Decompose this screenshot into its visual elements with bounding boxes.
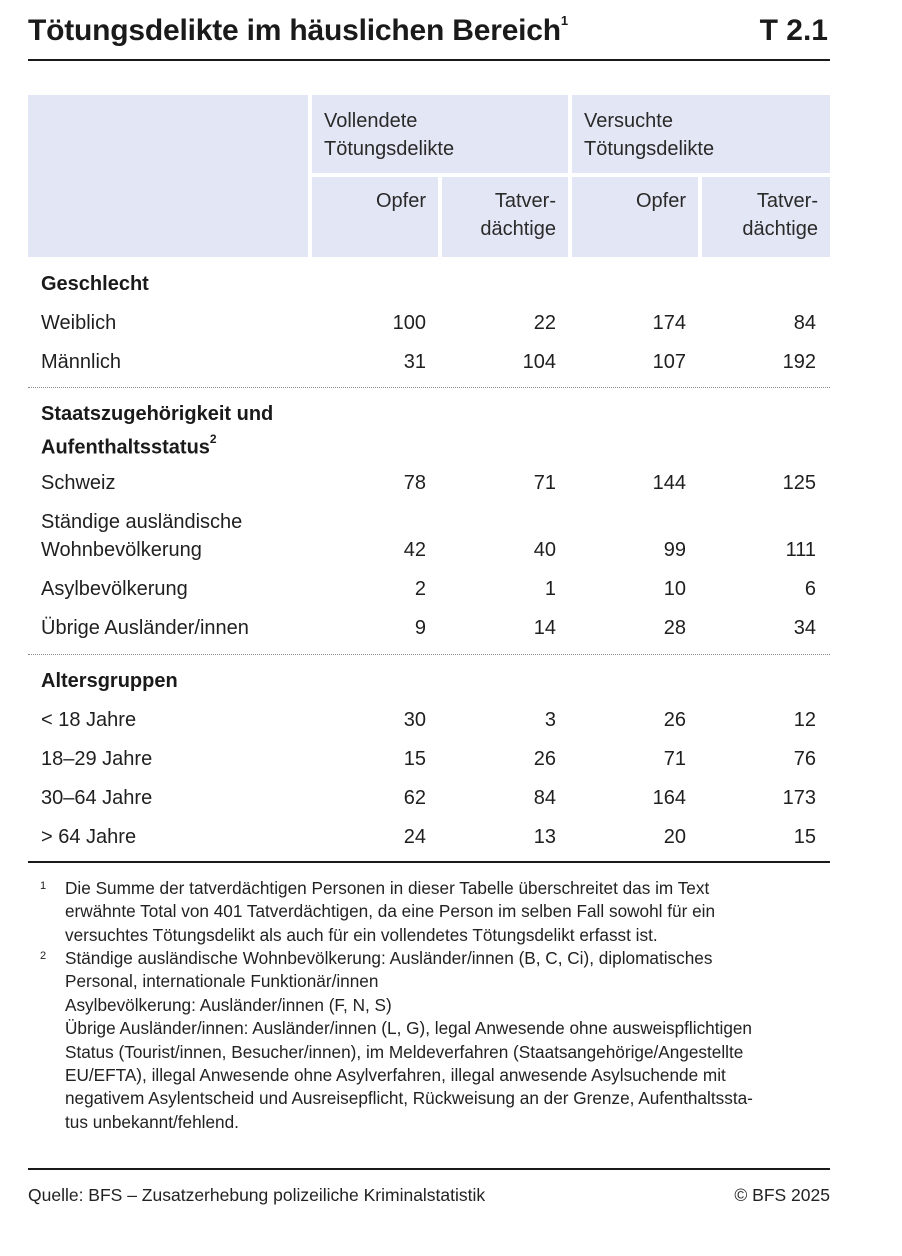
header-tatver-line1: Tatver- (494, 190, 556, 212)
footnote-line: versuchtes Tötungsdelikt als auch für ein vollendetes Tötungsdelikt erfasst ist. (65, 924, 658, 945)
cell-versuchte-opfer: 107 (652, 351, 686, 373)
row-label: Männlich (41, 351, 122, 373)
cell-vollendete-opfer: 31 (403, 351, 426, 373)
cell-versuchte-opfer: 71 (663, 748, 686, 770)
cell-vollendete-tatverdaechtige: 71 (533, 472, 556, 494)
cell-vollendete-opfer: 15 (403, 748, 426, 770)
cell-vollendete-tatverdaechtige: 22 (533, 312, 556, 334)
cell-versuchte-tatverdaechtige: 192 (782, 351, 816, 373)
cell-vollendete-tatverdaechtige: 40 (533, 539, 556, 561)
footnote-line: Die Summe der tatverdächtigen Personen in dieser Tabelle überschreitet das im Text (65, 878, 710, 898)
header-versuchte-opfer (572, 177, 698, 257)
cell-versuchte-tatverdaechtige: 111 (785, 539, 816, 561)
header-vollendete-opfer (312, 177, 438, 257)
cell-versuchte-opfer: 99 (663, 539, 686, 561)
cell-versuchte-opfer: 28 (663, 617, 686, 639)
cell-versuchte-tatverdaechtige: 84 (793, 312, 816, 334)
footnote-line: Ständige ausländische Wohnbevölkerung: Ausländer/innen (B, C, Ci), diplomatisches (65, 948, 713, 968)
row-label: 30–64 Jahre (41, 787, 153, 809)
header-tatver-line2: dächtige (742, 218, 818, 240)
row-label: > 64 Jahre (41, 826, 137, 848)
source-text: Quelle: BFS – Zusatzerhebung polizeiliche Kriminalstatistik (28, 1185, 486, 1205)
header-group-versuchte-line2: Tötungsdelikte (584, 138, 715, 160)
footnote-line: Personal, internationale Funktionär/innen (65, 971, 379, 992)
cell-vollendete-opfer: 9 (414, 617, 426, 639)
cell-vollendete-tatverdaechtige: 1 (544, 578, 556, 600)
cell-versuchte-tatverdaechtige: 125 (782, 472, 816, 494)
header-group-versuchte-line1: Versuchte (584, 110, 673, 132)
top-rule (28, 59, 830, 61)
header-stub-cell (28, 95, 308, 257)
cell-vollendete-tatverdaechtige: 3 (544, 709, 556, 731)
row-label: < 18 Jahre (41, 709, 137, 731)
cell-vollendete-opfer: 30 (403, 709, 426, 731)
section-title-altersgruppen: Altersgruppen (41, 670, 178, 692)
cell-versuchte-opfer: 144 (652, 472, 686, 494)
cell-versuchte-tatverdaechtige: 76 (793, 748, 816, 770)
section-divider (28, 387, 830, 388)
header-tatver-line1: Tatver- (756, 190, 818, 212)
cell-vollendete-opfer: 42 (403, 539, 426, 561)
copyright-text: © BFS 2025 (734, 1185, 830, 1205)
row-label-line2: Wohnbevölkerung (41, 539, 202, 561)
header-group-versuchte (572, 95, 830, 173)
section-divider (28, 654, 830, 655)
row-label: Übrige Ausländer/innen (41, 617, 249, 639)
cell-vollendete-opfer: 78 (403, 472, 426, 494)
section-footnote-mark: 2 (209, 432, 217, 446)
cell-vollendete-tatverdaechtige: 13 (533, 826, 556, 848)
footnote-line: erwähnte Total von 401 Tatverdächtigen, da eine Person im selben Fall sowohl für ein (65, 901, 716, 922)
section-title-line2: Aufenthaltsstatus$^2$ (41, 432, 217, 459)
cell-vollendete-opfer: 100 (392, 312, 426, 334)
header-group-vollendete (312, 95, 568, 173)
cell-versuchte-opfer: 164 (652, 787, 686, 809)
row-label: Weiblich (41, 312, 117, 334)
cell-versuchte-opfer: 174 (652, 312, 686, 334)
section-title-staatszugehoerigkeit (41, 400, 273, 462)
table-title: Tötungsdelikte im häuslichen Bereich$^1$ (28, 13, 568, 47)
section-title-geschlecht: Geschlecht (41, 273, 149, 295)
footnote-line: EU/EFTA), illegal Anwesende ohne Asylverfahren, illegal anwesende Asylsuchende mit (65, 1065, 726, 1086)
cell-versuchte-tatverdaechtige: 173 (782, 787, 816, 809)
footnote-line: Asylbevölkerung: Ausländer/innen (F, N, S) (65, 994, 392, 1015)
table-bottom-rule (28, 861, 830, 863)
title-footnote-mark: 1 (560, 13, 568, 28)
row-label: 18–29 Jahre (41, 748, 153, 770)
footnote-mark: 1 (40, 880, 47, 892)
header-vollendete-tatverdaechtige (442, 177, 568, 257)
cell-versuchte-tatverdaechtige: 34 (793, 617, 816, 639)
source-rule (28, 1168, 830, 1170)
footnote-text (65, 877, 830, 947)
header-opfer-label: Opfer (635, 190, 686, 212)
cell-versuchte-opfer: 26 (663, 709, 686, 731)
cell-vollendete-opfer: 62 (403, 787, 426, 809)
cell-vollendete-tatverdaechtige: 104 (522, 351, 556, 373)
cell-versuchte-opfer: 10 (663, 578, 686, 600)
row-label: Asylbevölkerung (41, 578, 188, 600)
footnote-line: Übrige Ausländer/innen: Ausländer/innen (L, G), legal Anwesende ohne ausweispflichtigen (65, 1018, 752, 1039)
row-label (41, 508, 242, 564)
header-tatver-line2: dächtige (480, 218, 556, 240)
cell-versuchte-tatverdaechtige: 12 (793, 709, 816, 731)
row-label-line1: Ständige ausländische (41, 511, 243, 533)
section-title-line1: Staatszugehörigkeit und (41, 403, 274, 425)
title-row (28, 12, 830, 52)
header-versuchte-tatverdaechtige (702, 177, 830, 257)
footnote-text (65, 947, 830, 1134)
row-label: Schweiz (41, 472, 116, 494)
header-group-vollendete-line2: Tötungsdelikte (324, 138, 455, 160)
header-opfer-label: Opfer (375, 190, 426, 212)
cell-versuchte-tatverdaechtige: 6 (804, 578, 816, 600)
footnote-mark: 2 (40, 950, 47, 962)
footnote-line: Status (Tourist/innen, Besucher/innen), im Meldeverfahren (Staatsangehörige/Angestellte (65, 1041, 744, 1062)
header-group-vollendete-line1: Vollendete (324, 110, 418, 132)
cell-versuchte-opfer: 20 (663, 826, 686, 848)
cell-vollendete-tatverdaechtige: 84 (533, 787, 556, 809)
footnote-line: tus unbekannt/fehlend. (65, 1111, 239, 1132)
footnote-line: negativem Asylentscheid und Ausreisepflicht, Rückweisung an der Grenze, Aufenthaltssta- (65, 1088, 753, 1109)
cell-vollendete-opfer: 24 (403, 826, 426, 848)
table-number: T 2.1 (759, 14, 828, 47)
cell-vollendete-tatverdaechtige: 14 (533, 617, 556, 639)
cell-vollendete-opfer: 2 (414, 578, 426, 600)
cell-vollendete-tatverdaechtige: 26 (533, 748, 556, 770)
cell-versuchte-tatverdaechtige: 15 (793, 826, 816, 848)
